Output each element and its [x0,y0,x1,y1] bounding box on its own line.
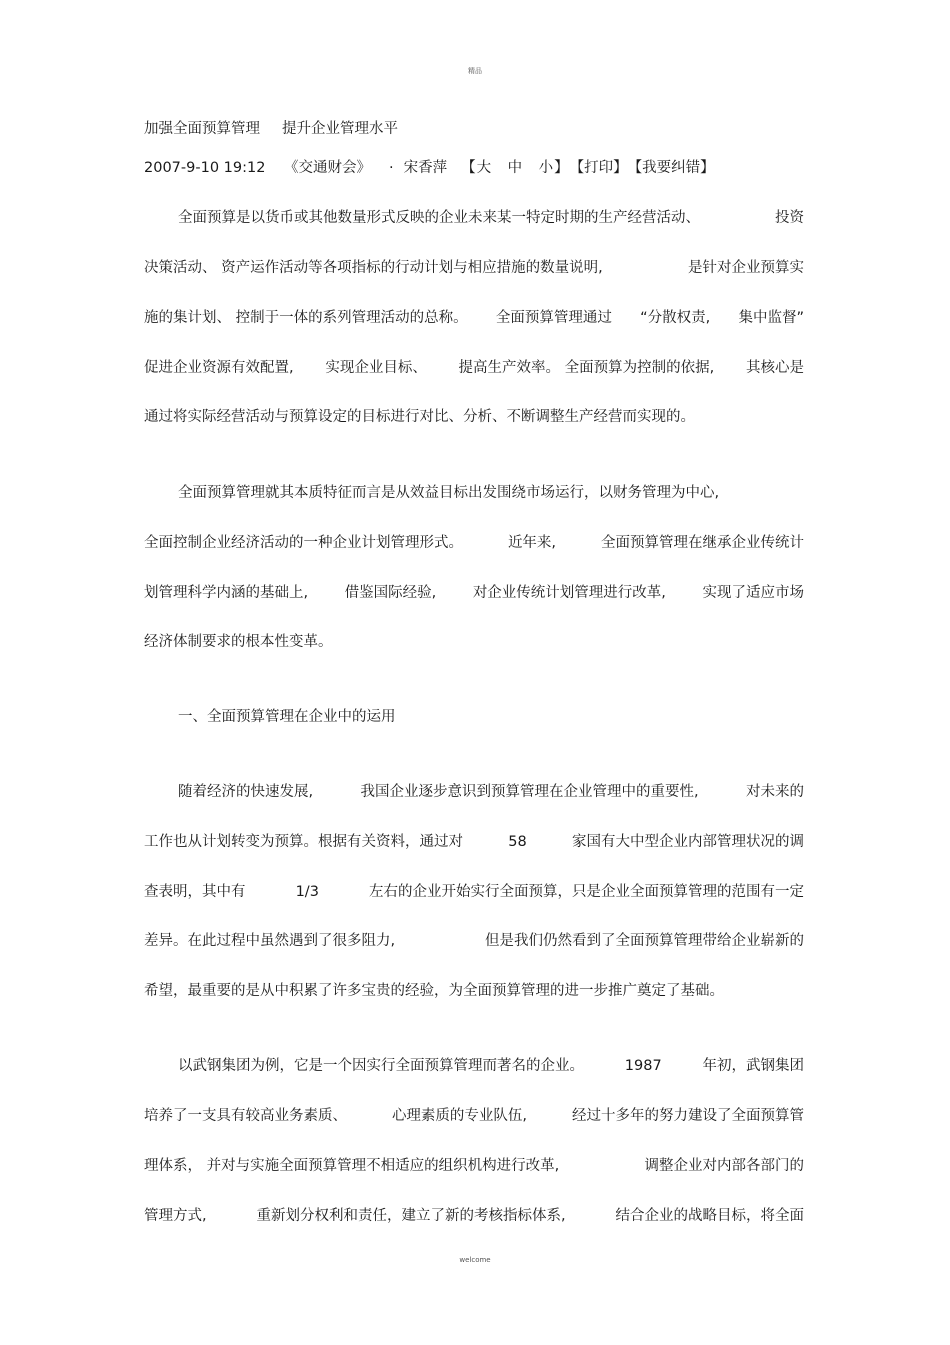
text-segment: 理体系， 并对与实施全面预算管理不相适应的组织机构进行改革, [144,1158,560,1174]
text-segment: 经济体制要求的根本性变革。 [144,634,333,650]
paragraph-3-line-4 [144,930,804,952]
text-segment: 管理方式, [144,1208,207,1224]
text-segment: 提高生产效率。 全面预算为控制的依据, [458,360,715,376]
title-part-1: 加强全面预算管理 [144,121,260,137]
text-segment: 全面预算是以货币或其他数量形式反映的企业未来某一特定时期的生产经营活动、 [178,210,700,226]
paragraph-1-line-1 [144,207,804,229]
text-segment: 1/3 [295,884,319,900]
paragraph-3-line-1 [144,781,804,803]
author: 宋香萍 [403,160,448,176]
font-size-control[interactable]: 【大 中 小】 [461,160,570,176]
text-segment: 随着经济的快速发展, [178,784,314,800]
title-part-2: 提升企业管理水平 [282,121,398,137]
text-segment: 近年来, [507,535,557,551]
text-segment: 结合企业的战略目标，将全面 [615,1208,804,1224]
text-segment: 促进企业资源有效配置, [144,360,294,376]
separator-dot: · [389,160,394,176]
text-segment: “分散权责, [640,310,711,326]
text-segment: 对未来的 [746,784,804,800]
text-segment: 58 [508,834,527,850]
text-segment: 全面预算管理在继承企业传统计 [600,535,804,551]
paragraph-3-line-3 [144,881,804,903]
text-segment: 对企业传统计划管理进行改革, [472,585,666,601]
section-heading-1 [144,706,804,728]
text-segment: 通过将实际经营活动与预算设定的目标进行对比、分析、不断调整生产经营而实现的。 [144,409,695,425]
text-segment: 以武钢集团为例，它是一个因实行全面预算管理而著名的企业。 [178,1058,584,1074]
paragraph-3-line-2 [144,831,804,853]
paragraph-2-line-2 [144,532,804,554]
paragraph-2-line-3 [144,582,804,604]
text-segment: 我国企业逐步意识到预算管理在企业管理中的重要性, [360,784,699,800]
text-segment: 年初，武钢集团 [702,1058,804,1074]
text-segment: 希望，最重要的是从中积累了许多宝贵的经验，为全面预算管理的进一步推广奠定了基础。 [144,983,724,999]
text-segment: 全面预算管理通过 [495,310,612,326]
text-segment: 划管理科学内涵的基础上, [144,585,309,601]
text-segment: 集中监督” [738,310,804,326]
print-link[interactable]: 【打印】 [569,160,628,176]
page-footer: welcome [459,1256,491,1264]
paragraph-4-line-1 [144,1055,804,1077]
paragraph-1-line-4 [144,357,804,379]
report-error-link[interactable]: 【我要纠错】 [627,160,715,176]
publish-date: 2007-9-10 19:12 [144,160,266,176]
paragraph-1-line-3 [144,307,804,329]
paragraph-2-line-1 [144,482,804,504]
page-header: 精品 [468,67,482,75]
text-segment: 查表明，其中有 [144,884,246,900]
text-segment: 实现企业目标、 [325,360,427,376]
paragraph-1-line-2 [144,257,804,279]
text-segment: 全面预算管理就其本质特征而言是从效益目标出发围绕市场运行，以财务管理为中心, [178,485,720,501]
text-segment: 其核心是 [745,360,804,376]
text-segment: 培养了一支具有较高业务素质、 [144,1108,347,1124]
text-segment: 心理素质的专业队伍, [391,1108,528,1124]
text-segment: 1987 [624,1058,662,1074]
text-segment: 决策活动、 资产运作活动等各项指标的行动计划与相应措施的数量说明, [144,260,603,276]
text-segment: 是针对企业预算实 [688,260,804,276]
text-segment: 经过十多年的努力建设了全面预算管 [571,1108,804,1124]
text-segment: 工作也从计划转变为预算。根据有关资料，通过对 [144,834,463,850]
text-segment: 差异。在此过程中虽然遇到了很多阻力, [144,933,396,949]
paragraph-3-line-5 [144,980,804,1002]
paragraph-1-line-5 [144,406,804,428]
article-title [144,118,804,140]
text-segment: 实现了适应市场 [702,585,804,601]
text-segment: 借鉴国际经验, [344,585,437,601]
section-heading-text: 一、全面预算管理在企业中的运用 [178,709,396,725]
paragraph-4-line-3 [144,1155,804,1177]
text-segment: 家国有大中型企业内部管理状况的调 [571,834,804,850]
text-segment: 投资 [775,210,804,226]
paragraph-2-line-4 [144,631,804,653]
text-segment: 重新划分权利和责任，建立了新的考核指标体系, [256,1208,566,1224]
source: 《交通财会》 [284,160,371,176]
text-segment: 全面控制企业经济活动的一种企业计划管理形式。 [144,535,463,551]
text-segment: 调整企业对内部各部门的 [644,1158,804,1174]
text-segment: 施的集计划、 控制于一体的系列管理活动的总称。 [144,310,468,326]
article-meta [144,157,804,179]
paragraph-4-line-4 [144,1205,804,1227]
paragraph-4-line-2 [144,1105,804,1127]
text-segment: 左右的企业开始实行全面预算，只是企业全面预算管理的范围有一定 [369,884,804,900]
text-segment: 但是我们仍然看到了全面预算管理带给企业崭新的 [485,933,804,949]
